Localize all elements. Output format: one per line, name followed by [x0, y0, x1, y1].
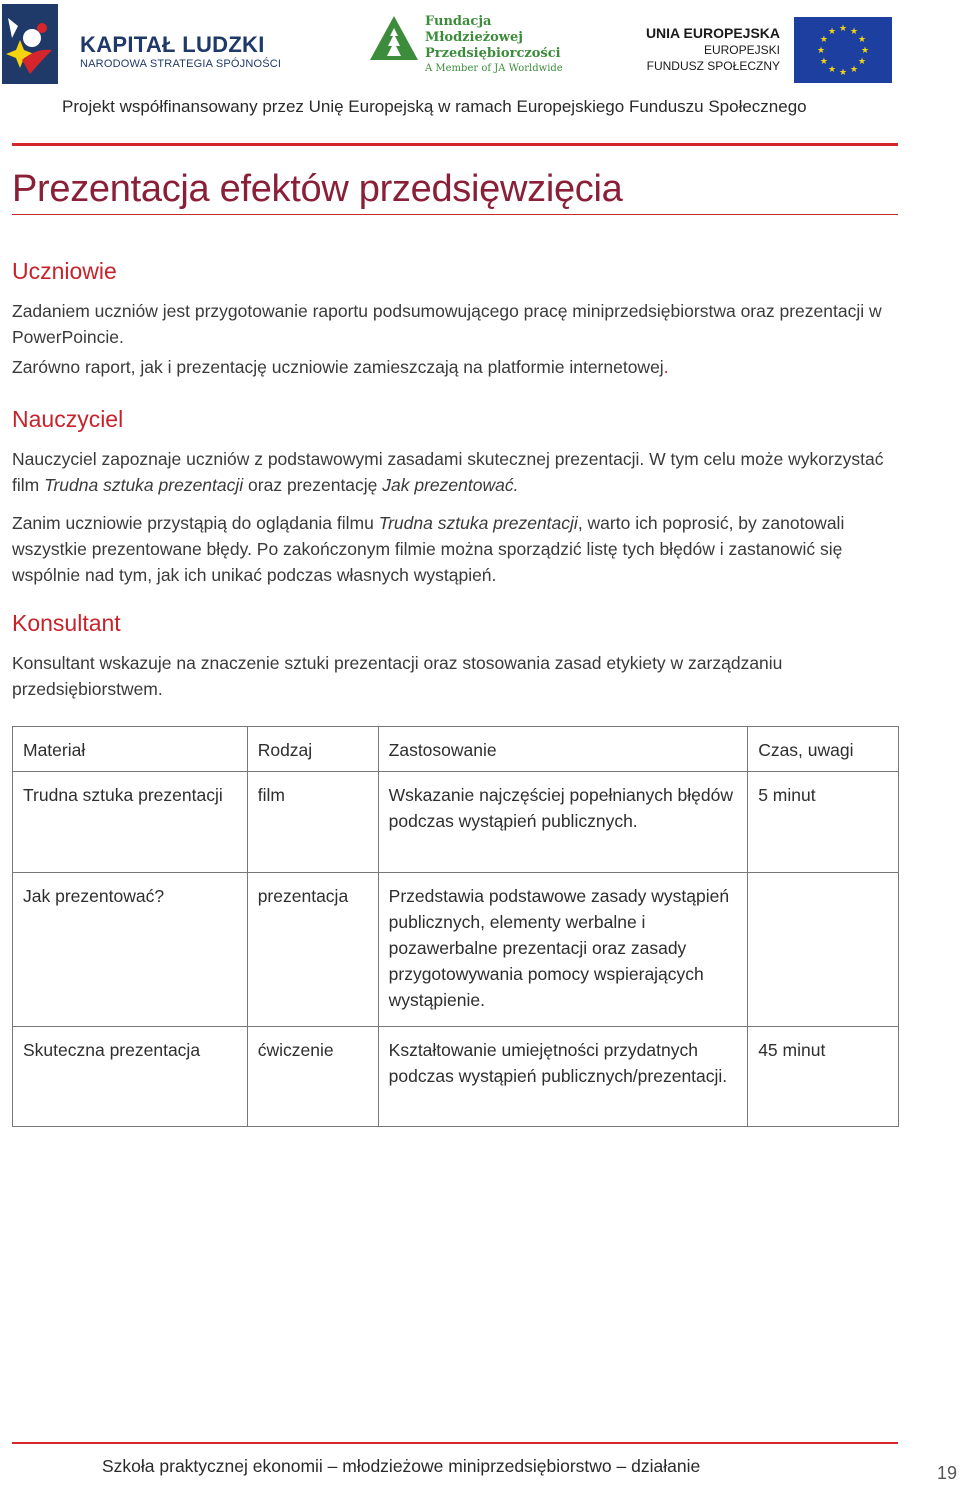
section-heading-teacher: Nauczyciel — [12, 406, 124, 432]
materials-table — [12, 726, 899, 1127]
kapital-ludzki-logo — [2, 4, 72, 84]
eu-star-icon: ★ — [849, 64, 859, 75]
table-row — [13, 1027, 899, 1127]
table-cell-material: Trudna sztuka prezentacji — [13, 772, 248, 873]
fmp-line3: Przedsiębiorczości — [425, 46, 561, 61]
teacher-paragraph-2 — [12, 510, 898, 588]
table-header-type: Rodzaj — [247, 727, 378, 772]
eu-star-icon: ★ — [819, 56, 828, 66]
teacher-p1-presentation-title: Jak prezentować. — [382, 475, 519, 495]
eu-star-icon: ★ — [827, 25, 837, 36]
eu-star-icon: ★ — [838, 23, 848, 33]
students-paragraph-2-text: Zarówno raport, jak i prezentację uczniowie zamieszczają na platformie internetowej — [12, 357, 664, 377]
table-row — [13, 873, 899, 1027]
table-cell-type: prezentacja — [247, 873, 378, 1027]
fmp-member: A Member of JA Worldwide — [425, 63, 563, 74]
table-cell-type: film — [247, 772, 378, 873]
table-header-time: Czas, uwagi — [748, 727, 899, 772]
teacher-p2-film-title: Trudna sztuka prezentacji — [378, 513, 578, 533]
eu-star-icon: ★ — [819, 34, 828, 44]
kapital-ludzki-text — [80, 33, 281, 71]
footer-text: Szkoła praktycznej ekonomii – młodzieżowe miniprzedsiębiorstwo – działanie — [102, 1456, 701, 1476]
students-paragraph-2-dot: . — [663, 357, 669, 377]
table-cell-time: 5 minut — [748, 772, 899, 873]
teacher-p2-a: Zanim uczniowie przystąpią do oglądania filmu — [12, 513, 379, 533]
teacher-p2-c: , warto ich poprosić, by zanotowali wszystkie prezentowane błędy. Po zakończonym filmie można sporządzić listę tych błędów i zastanowić się wspólnie nad tym, jak ich unikać podczas własnych wystąpień. — [12, 513, 845, 585]
eu-star-icon: ★ — [827, 64, 837, 75]
eu-text — [646, 24, 780, 74]
eu-star-icon: ★ — [858, 56, 867, 66]
table-cell-time — [748, 873, 899, 1027]
kl-subtitle: NARODOWA STRATEGIA SPÓJNOŚCI — [80, 58, 282, 70]
cofinance-note: Projekt współfinansowany przez Unię Europejską w ramach Europejskiego Funduszu Społecznego — [62, 97, 807, 116]
footer-rule — [12, 1442, 898, 1444]
section-heading-consultant: Konsultant — [12, 610, 121, 636]
section-heading-students: Uczniowie — [12, 258, 117, 284]
eu-star-icon: ★ — [860, 45, 870, 55]
eu-star-icon: ★ — [838, 67, 848, 77]
table-cell-type: ćwiczenie — [247, 1027, 378, 1127]
table-cell-use: Przedstawia podstawowe zasady wystąpień publicznych, elementy werbalne i pozawerbalne prezentacji oraz zasady przygotowywania pomocy wspierających wystąpienie. — [378, 873, 748, 1027]
header-logos — [0, 0, 960, 116]
fmp-line1: Fundacja — [425, 14, 492, 29]
teacher-paragraph-1 — [12, 446, 898, 498]
teacher-p1-a: Nauczyciel zapoznaje uczniów z podstawowymi zasadami skutecznej prezentacji. W tym celu może wykorzystać film — [12, 449, 884, 495]
header-rule — [12, 143, 898, 146]
eu-line2: EUROPEJSKI — [703, 43, 780, 57]
table-header-row — [13, 727, 899, 772]
eu-star-icon: ★ — [858, 34, 867, 44]
table-row — [13, 772, 899, 873]
table-header-use: Zastosowanie — [378, 727, 748, 772]
table-cell-use: Wskazanie najczęściej popełnianych błędów podczas wystąpień publicznych. — [378, 772, 748, 873]
kl-title: KAPITAŁ LUDZKI — [80, 32, 265, 57]
fmp-tree-logo — [368, 14, 420, 62]
students-paragraph-1: Zadaniem uczniów jest przygotowanie raportu podsumowującego pracę miniprzedsiębiorstwa oraz prezentacji w PowerPoincie. — [12, 301, 882, 347]
table-cell-time: 45 minut — [748, 1027, 899, 1127]
eu-line1: UNIA EUROPEJSKA — [645, 25, 780, 41]
page-number: 19 — [937, 1463, 958, 1483]
main-content — [12, 254, 898, 1127]
table-cell-material: Jak prezentować? — [13, 873, 248, 1027]
fmp-line2: Młodzieżowej — [425, 30, 523, 45]
consultant-paragraph-1: Konsultant wskazuje na znaczenie sztuki prezentacji oraz stosowania zasad etykiety w zarządzaniu przedsiębiorstwem. — [12, 653, 783, 699]
teacher-p1-c: oraz prezentację — [243, 475, 383, 495]
eu-star-icon: ★ — [816, 45, 826, 55]
teacher-p1-film-title: Trudna sztuka prezentacji — [44, 475, 244, 495]
eu-flag-icon — [794, 17, 892, 83]
fmp-text — [425, 14, 563, 76]
title-rule — [12, 214, 898, 215]
page-title: Prezentacja efektów przedsięwzięcia — [12, 168, 623, 210]
eu-star-icon: ★ — [849, 25, 859, 36]
students-paragraph-2 — [12, 354, 898, 380]
table-header-material: Materiał — [13, 727, 248, 772]
table-cell-use: Kształtowanie umiejętności przydatnych podczas wystąpień publicznych/prezentacji. — [378, 1027, 748, 1127]
eu-line3: FUNDUSZ SPOŁECZNY — [646, 59, 780, 73]
table-cell-material: Skuteczna prezentacja — [13, 1027, 248, 1127]
